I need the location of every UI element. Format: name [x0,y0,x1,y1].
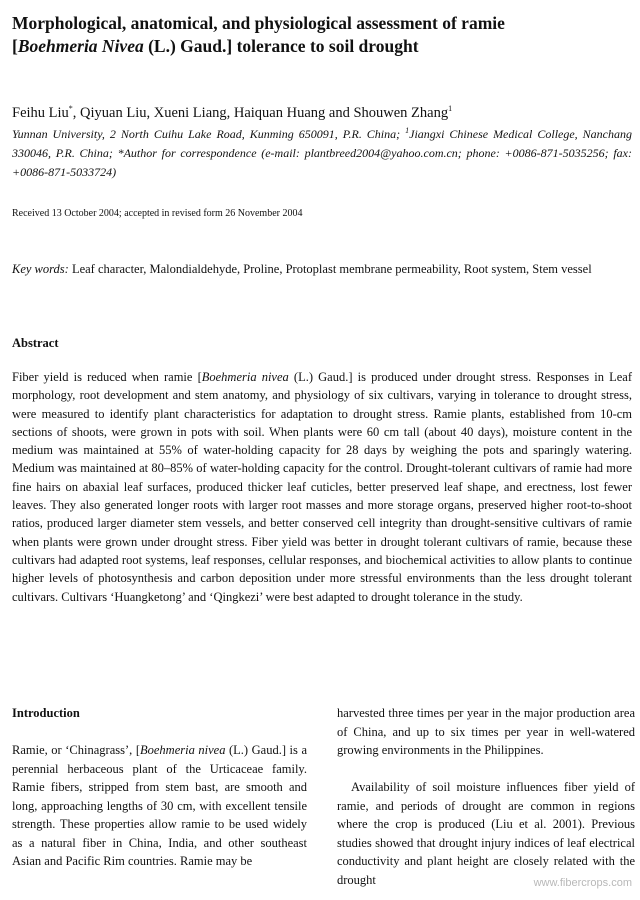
corresponding-mark: * [68,104,73,113]
title-species-name: Boehmeria Nivea [17,36,144,56]
intro-left-pre: Ramie, or ‘Chinagrass’, [ [12,743,140,757]
introduction-heading: Introduction [12,706,80,720]
affiliation-2: Jiangxi Chinese Medical College, Nanchang 330046, P.R. China; *Author for correspondence (e-mail: plantbreed2004@yahoo.com.cn; phone: +0086-871-5035256; fax: +0086-871-5033724) [12,127,632,179]
title-bracket-open: [ [12,36,18,56]
abstract-text [12,368,632,606]
abstract-pre: Fiber yield is reduced when ramie [ [12,370,202,384]
intro-left-body: (L.) Gaud.] is a perennial herbaceous plant of the Urticaceae family. Ramie fibers, stripped from stem bast, are smooth and long, approaching lengths of 30 cm, with excellent tensile strength. These properties allow ramie to be used widely as a natural fiber in China, India, and other southeast Asian and Pacific Rim countries. Ramie may be [12,743,307,868]
keywords-label: Key words: [12,262,69,276]
keywords [12,260,632,279]
introduction-right-para-2: Availability of soil moisture influences fiber yield of ramie, and periods of drought are common in regions where the crop is produced (Liu et al. 2001). Previous studies showed that drought injury indices of leaf electrical conductivity and plant height are closely related with the drought [337,780,635,887]
affiliation-1: Yunnan University, 2 North Cuihu Lake Road, Kunming 650091, P.R. China; [12,127,406,141]
received-dates: Received 13 October 2004; accepted in revised form 26 November 2004 [12,208,303,219]
introduction-right-para-1: harvested three times per year in the major production area of China, and up to six times per year in well-watered growing environments in the Philippines. [337,706,635,757]
paper-title [12,12,632,58]
keywords-text: Leaf character, Malondialdehyde, Proline, Protoplast membrane permeability, Root system, Stem vessel [68,262,592,276]
introduction-left-column [12,741,307,871]
abstract-species: Boehmeria nivea [201,370,289,384]
affiliation-mark: 1 [448,104,453,113]
abstract-body: (L.) Gaud.] is produced under drought stress. Responses in Leaf morphology, root development and stem anatomy, and physiology of six cultivars, varying in tolerance to drought stress, were measured to identify plant characteristics for adaptation to drought stress. Ramie plants, established from 10-cm sections of shoots, were grown in pots with soil. When plants were 60 cm tall (about 40 days), moisture content in the medium was maintained at 55% of water-holding capacity for 28 days by weighing the pots and sparingly watering. Medium was maintained at 80–85% of water-holding capacity for the control. Drought-tolerant cultivars of ramie had more fine hairs on abaxial leaf surfaces, produced thicker leaf cuticles, better preserved leaf shape, and erectness, lost fewer leaves. They also generated longer roots with larger root masses and more storage organs, preserved higher root-to-shoot ratios, produced larger diameter stem vessels, and better conserved cell integrity than drought-sensitive cultivars of ramie when plants were grown under drought stress. Fiber yield was better in drought tolerant cultivars of ramie, because these cultivars had adapted root systems, leaf responses, cellular responses, and biochemical activities to allow plants to continue higher levels of photosynthesis and carbon deposition under more stressful environments than the less drought tolerant cultivars. Cultivars ‘Huangketong’ and ‘Qingkezi’ were best adapted to drought tolerance in the study. [12,370,632,604]
title-line-1: Morphological, anatomical, and physiological assessment of ramie [12,13,505,33]
author-list [12,100,632,122]
first-author: Feihu Liu [12,104,69,121]
site-watermark: www.fibercrops.com [533,877,632,889]
intro-left-species: Boehmeria nivea [139,743,226,757]
affiliations [12,121,632,182]
title-line-2-rest: (L.) Gaud.] tolerance to soil drought [143,36,419,56]
other-authors: , Qiyuan Liu, Xueni Liang, Haiquan Huang and Shouwen Zhang [72,104,449,121]
abstract-heading: Abstract [12,336,59,350]
affiliation-sup: 1 [405,126,410,135]
